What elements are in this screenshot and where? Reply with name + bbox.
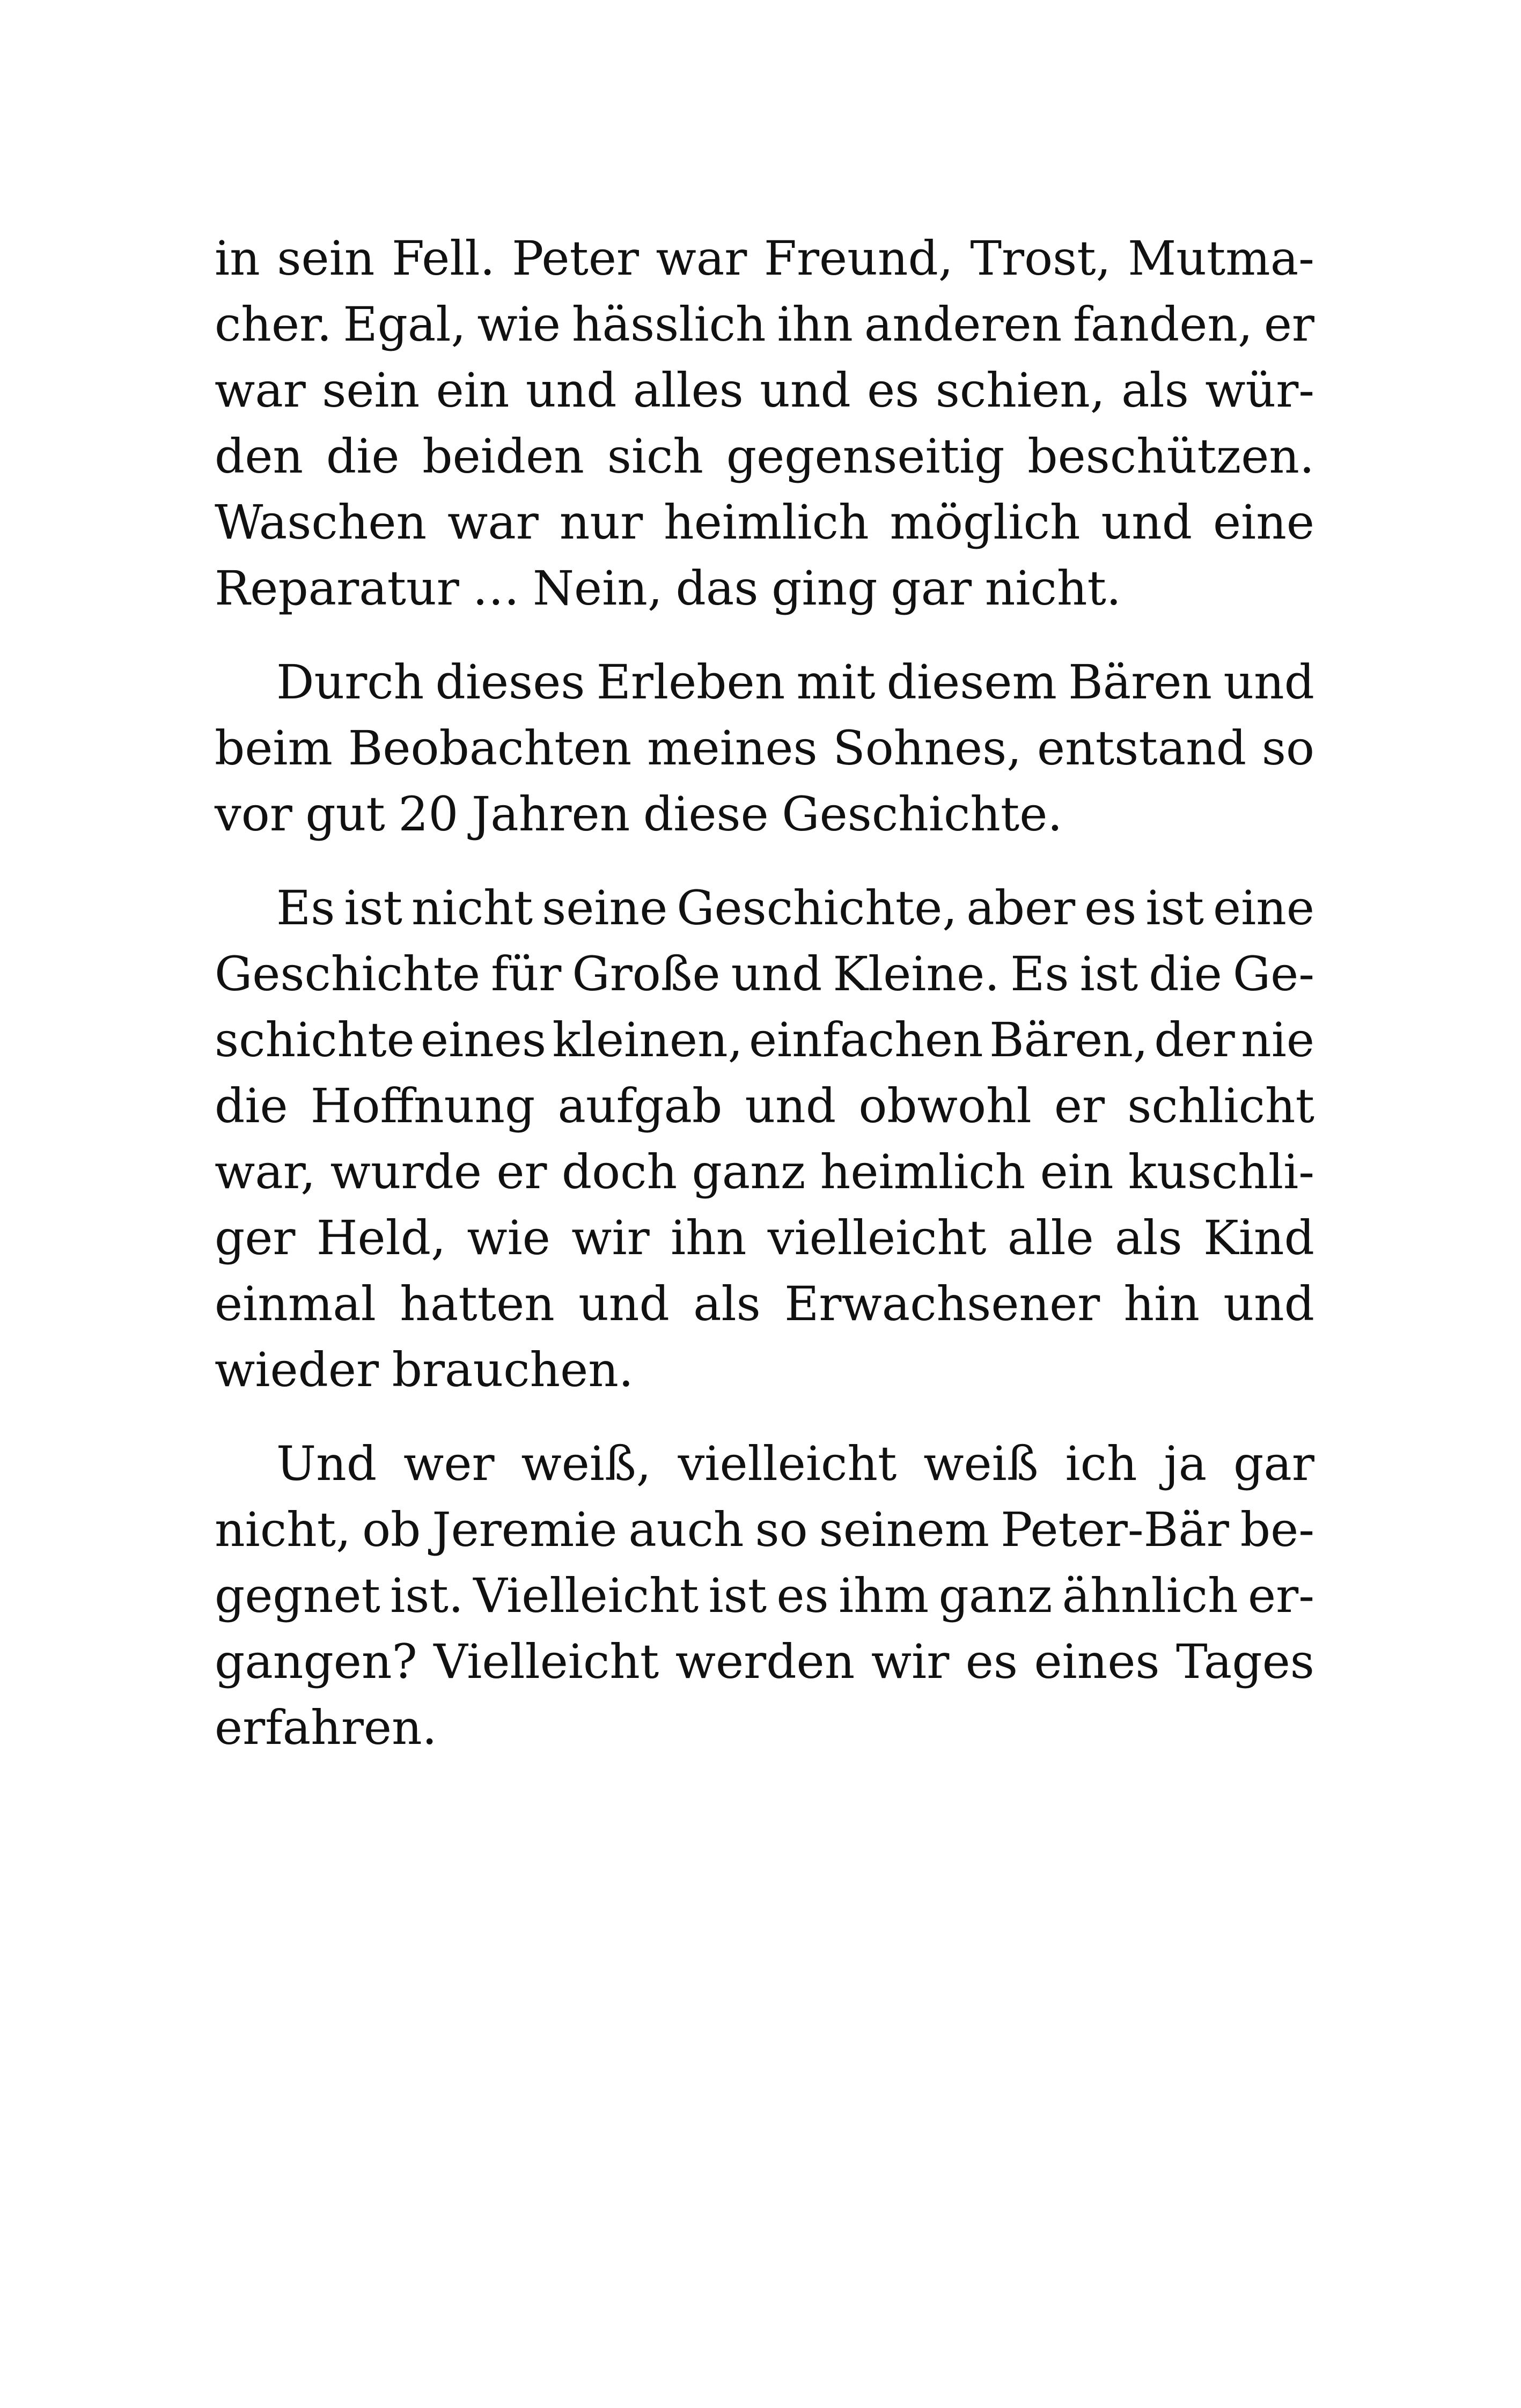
text-line: Durch dieses Erleben mit diesem Bären und (276, 654, 1314, 710)
paragraph (215, 875, 1314, 1403)
text-line: erfahren. (215, 1700, 437, 1755)
text-line: ger Held, wie wir ihn vielleicht alle als Kind (215, 1210, 1314, 1265)
paragraph (215, 1431, 1314, 1761)
text-line: vor gut 20 Jahren diese Geschichte. (215, 786, 1063, 842)
text-line: war sein ein und alles und es schien, als wür- (215, 363, 1314, 418)
text-line: Reparatur … Nein, das ging gar nicht. (215, 561, 1121, 616)
text-line: Waschen war nur heimlich möglich und eine (215, 495, 1314, 550)
text-line: nicht, ob Jeremie auch so seinem Peter-Bär be- (215, 1502, 1314, 1557)
text-line: einmal hatten und als Erwachsener hin und (215, 1276, 1314, 1331)
text-line: schichte eines kleinen, einfachen Bären, der nie (215, 1012, 1314, 1067)
text-line: Geschichte für Große und Kleine. Es ist die Ge- (215, 946, 1314, 1002)
text-line: wieder brauchen. (215, 1342, 634, 1397)
text-line: Es ist nicht seine Geschichte, aber es ist eine (276, 880, 1314, 936)
paragraph (215, 225, 1314, 621)
body-text (215, 225, 1314, 1788)
text-line: in sein Fell. Peter war Freund, Trost, Mutma- (215, 231, 1314, 286)
text-line: gangen? Vielleicht werden wir es eines Tages (215, 1634, 1314, 1689)
paragraph (215, 649, 1314, 847)
text-line: cher. Egal, wie hässlich ihn anderen fanden, er (215, 297, 1314, 352)
text-line: gegnet ist. Vielleicht ist es ihm ganz ähnlich er- (215, 1568, 1314, 1623)
text-line: war, wurde er doch ganz heimlich ein kuschli- (215, 1144, 1314, 1199)
text-line: den die beiden sich gegenseitig beschützen. (215, 429, 1314, 484)
text-line: die Hoffnung aufgab und obwohl er schlicht (215, 1078, 1314, 1133)
text-line: beim Beobachten meines Sohnes, entstand so (215, 720, 1314, 776)
text-line: Und wer weiß, vielleicht weiß ich ja gar (276, 1436, 1314, 1491)
